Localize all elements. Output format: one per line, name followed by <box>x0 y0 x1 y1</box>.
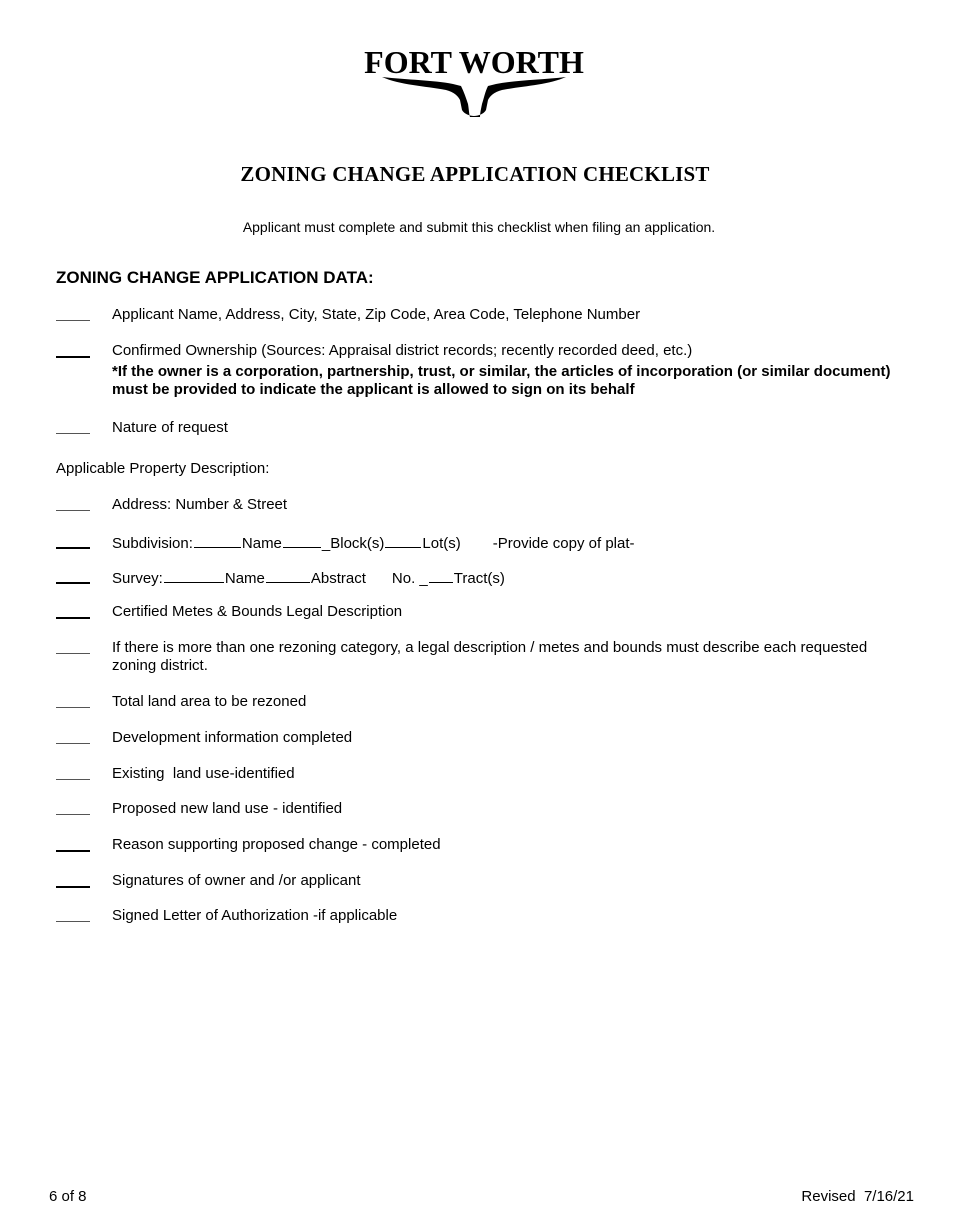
logo-text: FORT WORTH <box>364 44 584 80</box>
checkbox-line[interactable] <box>56 653 90 654</box>
item-label: Development information completed <box>112 729 353 746</box>
item-label: Certified Metes & Bounds Legal Description <box>112 603 403 620</box>
checkbox-line[interactable] <box>56 779 90 780</box>
subdivision-name-label: Name <box>241 535 282 552</box>
checkbox-line[interactable] <box>56 743 90 744</box>
subdivision-label: Subdivision: <box>112 535 193 552</box>
item-label: Reason supporting proposed change - completed <box>112 836 441 853</box>
item-label: Total land area to be rezoned <box>112 693 307 710</box>
item-label: Address: Number & Street <box>112 496 288 513</box>
property-description-label: Applicable Property Description: <box>56 460 270 477</box>
item-label: Proposed new land use - identified <box>112 800 343 817</box>
checkbox-line[interactable] <box>56 814 90 815</box>
checkbox-line[interactable] <box>56 886 90 888</box>
item-label: Existing land use-identified <box>112 765 295 782</box>
longhorn-icon <box>382 77 566 117</box>
survey-abstract-label: Abstract <box>310 570 366 587</box>
survey-name-blank[interactable] <box>164 568 224 583</box>
page-subtitle: Applicant must complete and submit this checklist when filing an application. <box>242 219 716 235</box>
checkbox-line[interactable] <box>56 547 90 549</box>
checkbox-line[interactable] <box>56 356 90 358</box>
checkbox-line[interactable] <box>56 850 90 852</box>
item-label: Applicant Name, Address, City, State, Zip Code, Area Code, Telephone Number <box>112 306 641 323</box>
item-label: If there is more than one rezoning category, a legal description / metes and bounds must describe each requested zoning district. <box>112 639 868 674</box>
item-label: Signed Letter of Authorization -if applicable <box>112 907 398 924</box>
item-label: Signatures of owner and /or applicant <box>112 872 361 889</box>
item-label <box>112 568 892 588</box>
survey-abstract-blank[interactable] <box>266 568 310 583</box>
survey-name-label: Name <box>224 570 265 587</box>
checkbox-line[interactable] <box>56 921 90 922</box>
ownership-label: Confirmed Ownership (Sources: Appraisal district records; recently recorded deed, etc.) <box>112 342 693 359</box>
survey-label: Survey: <box>112 570 163 587</box>
survey-tract-label: Tract(s) <box>453 570 505 587</box>
subdivision-lot-blank[interactable] <box>385 533 421 548</box>
checkbox-line[interactable] <box>56 582 90 584</box>
survey-no-label: No. _ <box>391 570 428 587</box>
item-label <box>112 342 892 399</box>
page-title: ZONING CHANGE APPLICATION CHECKLIST <box>240 162 710 186</box>
revision-date: Revised 7/16/21 <box>801 1188 914 1205</box>
item-label <box>112 533 892 553</box>
checkbox-line[interactable] <box>56 617 90 619</box>
subdivision-lot-label: Lot(s) <box>422 535 461 552</box>
checkbox-line[interactable] <box>56 707 90 708</box>
survey-tract-blank[interactable] <box>429 568 453 583</box>
subdivision-block-blank[interactable] <box>283 533 321 548</box>
ownership-note: *If the owner is a corporation, partnership, trust, or similar, the articles of incorporation (or similar document) must be provided to indicate the applicant is allowed to sign on its behalf <box>112 363 891 398</box>
fort-worth-logo <box>364 40 584 120</box>
section-heading: ZONING CHANGE APPLICATION DATA: <box>56 268 374 287</box>
subdivision-plat-note: -Provide copy of plat- <box>492 535 635 552</box>
item-label: Nature of request <box>112 419 228 436</box>
checkbox-line[interactable] <box>56 510 90 511</box>
subdivision-name-blank[interactable] <box>194 533 241 548</box>
page-number: 6 of 8 <box>49 1188 87 1205</box>
checkbox-line[interactable] <box>56 433 90 434</box>
subdivision-block-label: _Block(s) <box>321 535 385 552</box>
checkbox-line[interactable] <box>56 320 90 321</box>
